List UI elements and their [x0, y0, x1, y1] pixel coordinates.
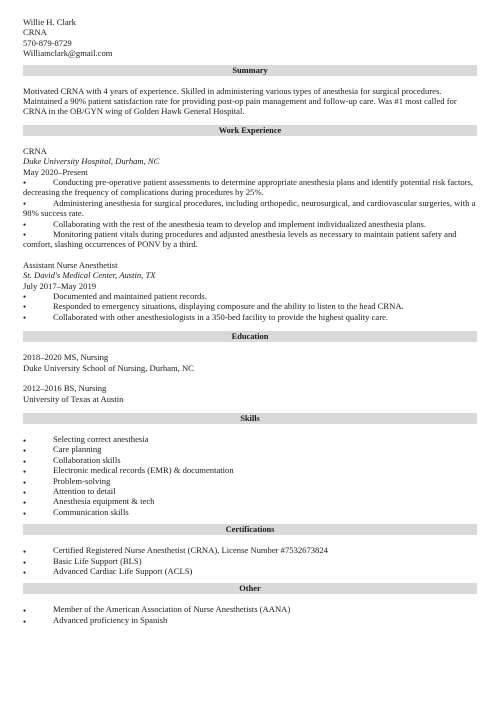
- education-entry: [23, 352, 477, 373]
- job-entry: [23, 260, 477, 322]
- list-item: ● Certified Registered Nurse Anesthetist (CRNA), License Number #7532673824: [23, 545, 477, 555]
- other-list: [23, 604, 477, 625]
- job-employer: St. David's Medical Center, Austin, TX: [23, 270, 156, 281]
- certifications-heading: Certifications: [23, 524, 477, 535]
- list-item: ● Collaboration skills: [23, 455, 477, 465]
- job-dates: May 2020–Present: [23, 166, 88, 177]
- education-school: Duke University School of Nursing, Durham, NC: [23, 362, 194, 373]
- candidate-email: Williamclark@gmail.com: [23, 48, 113, 59]
- education-heading: Education: [23, 331, 477, 342]
- list-item: ● Collaborated with other anesthesiologists in a 350-bed facility to provide the highest quality care.: [23, 312, 477, 322]
- education-degree: 2012–2016 BS, Nursing: [23, 383, 107, 394]
- list-item: ● Communication skills: [23, 507, 477, 517]
- summary-text: Motivated CRNA with 4 years of experience. Skilled in administering various types of anesthesia for surgical procedures. Maintained a 90% patient satisfaction rate for providing post-op pain management and follow-up care. Was #1 most called for CRNA in the OB/GYN wing of Golden Hawk General Hospital.: [23, 85, 457, 117]
- other-heading: Other: [23, 583, 477, 594]
- list-item: ● Documented and maintained patient records.: [23, 291, 477, 301]
- education-degree: 2018–2020 MS, Nursing: [23, 352, 109, 363]
- list-item: ● Monitoring patient vitals during procedures and adjusted anesthesia levels as necessary to maintain patient safety and comfort, slashing occurrences of PONV by a third.: [23, 229, 477, 250]
- skills-heading: Skills: [23, 413, 477, 424]
- certifications-list: [23, 545, 477, 576]
- resume-page: [23, 17, 477, 625]
- list-item: ● Member of the American Association of Nurse Anesthetists (AANA): [23, 604, 477, 614]
- list-item: ● Advanced Cardiac Life Support (ACLS): [23, 566, 477, 576]
- job-bullets: [23, 291, 477, 322]
- list-item: ● Responded to emergency situations, displaying composure and the ability to listen to the head CRNA.: [23, 301, 477, 311]
- job-bullets: [23, 177, 477, 250]
- contact-block: [23, 17, 477, 59]
- list-item: ● Care planning: [23, 444, 477, 454]
- list-item: ● Problem-solving: [23, 476, 477, 486]
- education-entry: [23, 383, 477, 404]
- list-item: ● Attention to detail: [23, 486, 477, 496]
- list-item: ● Selecting correct anesthesia: [23, 434, 477, 444]
- list-item: ● Administering anesthesia for surgical procedures, including orthopedic, neurosurgical, and cardiovascular surgeries, with a 98% success rate.: [23, 198, 477, 219]
- job-employer: Duke University Hospital, Durham, NC: [23, 156, 160, 167]
- candidate-name: Willie H. Clark: [23, 17, 76, 27]
- education-school: University of Texas at Austin: [23, 393, 124, 404]
- list-item: ● Basic Life Support (BLS): [23, 556, 477, 566]
- list-item: ● Collaborating with the rest of the anesthesia team to develop and implement individualized anesthesia plans.: [23, 219, 477, 229]
- list-item: ● Anesthesia equipment & tech: [23, 496, 477, 506]
- job-entry: [23, 146, 477, 250]
- skills-list: [23, 434, 477, 517]
- list-item: ● Advanced proficiency in Spanish: [23, 615, 477, 625]
- candidate-title: CRNA: [23, 27, 47, 38]
- summary-heading: Summary: [23, 65, 477, 76]
- job-title: CRNA: [23, 145, 47, 156]
- job-title: Assistant Nurse Anesthetist: [23, 259, 118, 270]
- job-dates: July 2017–May 2019: [23, 280, 97, 291]
- list-item: ● Electronic medical records (EMR) & documentation: [23, 465, 477, 475]
- candidate-phone: 570-879-8729: [23, 37, 72, 48]
- list-item: ● Conducting pre-operative patient assessments to determine appropriate anesthesia plans and identify potential risk factors, decreasing the frequency of complications during procedures by 25%.: [23, 177, 477, 198]
- experience-heading: Work Experience: [23, 125, 477, 136]
